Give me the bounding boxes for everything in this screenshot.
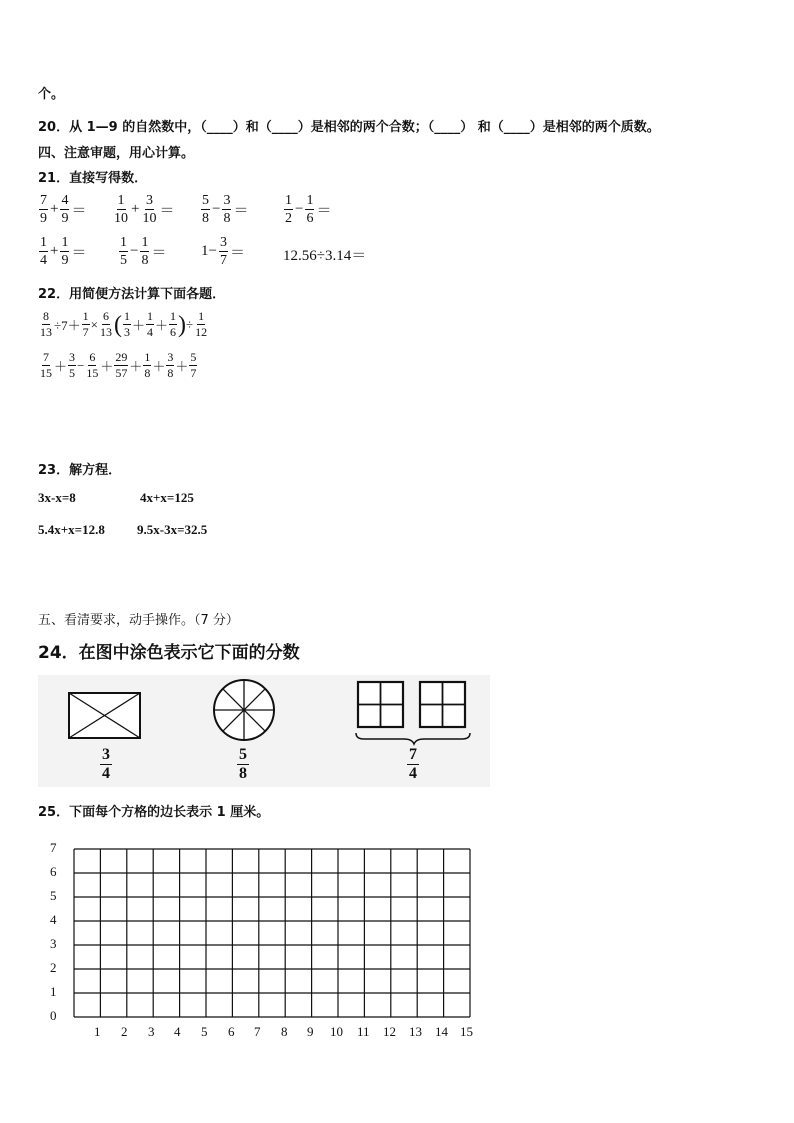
x-label: 13 [409,1024,422,1039]
fraction: $\frac{8}{13}$ [40,309,52,339]
continuation-text: 个。 [38,87,65,102]
fraction: $\frac{4}{9}$ [61,193,69,226]
fraction-label-rect: 3 4 [102,746,110,782]
square-shape-2[interactable] [420,682,465,727]
x-label: 14 [435,1024,448,1039]
q21-expr-4: $\frac{1}{2}$ − $\frac{1}{6}$ ＝ [285,193,332,226]
x-label: 1 [94,1024,101,1039]
section-4-heading: 四、注意审题，用心计算。 [38,146,195,161]
q21-expr-5: $\frac{1}{4}$ + $\frac{1}{9}$ ＝ [40,235,87,268]
x-label: 6 [228,1024,235,1039]
q20-text-c: ）是相邻的两个合数；（ [297,120,435,135]
question-21-title: 21．直接写得数． [38,171,148,186]
fraction: $\frac{6}{15}$ [86,350,99,380]
fraction: $\frac{1}{5}$ [120,235,127,268]
fraction: $\frac{1}{12}$ [195,309,208,339]
question-22-title: 22．用简便方法计算下面各题． [38,287,226,302]
fraction-label-circle: 5 8 [239,746,247,782]
equation-2: 4x+x=125 [140,490,194,505]
x-label: 7 [254,1024,261,1039]
square-shape-1[interactable] [358,682,403,727]
section-5-heading: 五、看清要求，动手操作。（7 分） [38,613,239,628]
equation-1: 3x-x=8 [38,490,76,505]
fraction: $\frac{3}{8}$ [167,350,174,380]
equation-3: 5.4x+x=12.8 [38,522,105,537]
y-label: 1 [50,984,57,999]
y-label: 7 [50,840,57,855]
fraction: $\frac{1}{9}$ [61,235,69,268]
y-label: 4 [50,912,57,927]
question-25-title: 25．下面每个方格的边长表示 1 厘米。 [38,805,270,820]
x-label: 11 [357,1024,370,1039]
x-label: 15 [460,1024,473,1039]
fraction: $\frac{5}{7}$ [190,350,197,380]
circle-shape[interactable] [214,680,274,740]
fraction: $\frac{1}{6}$ [170,309,177,339]
fraction: $\frac{29}{57}$ [115,350,128,380]
question-20 [38,116,660,135]
answer-blank-3[interactable]: ____ [434,120,461,135]
y-label: 0 [50,1008,57,1023]
q21-expr-8: 12.56÷3.14＝ [283,248,367,264]
x-label: 4 [174,1024,181,1039]
fraction: $\frac{3}{8}$ [223,193,231,226]
x-label: 3 [148,1024,155,1039]
x-label: 5 [201,1024,208,1039]
brace [356,733,470,744]
fraction: $\frac{1}{8}$ [144,350,151,380]
q21-expr-3: $\frac{5}{8}$ − $\frac{3}{8}$ ＝ [202,193,249,226]
answer-blank-1[interactable]: ____ [206,120,233,135]
q21-expr-7: 1− $\frac{3}{7}$ ＝ [201,235,245,268]
coordinate-grid[interactable] [70,845,475,1020]
y-label: 6 [50,864,57,879]
q20-text-d: ） 和（ [460,120,504,135]
fraction: $\frac{5}{8}$ [202,193,209,226]
fraction: $\frac{3}{7}$ [219,235,227,268]
q21-expr-1: $\frac{7}{9}$ + $\frac{4}{9}$ ＝ [40,193,87,226]
x-label: 9 [307,1024,314,1039]
x-label: 2 [121,1024,128,1039]
fraction: $\frac{1}{4}$ [147,309,153,339]
q22-expr-1: $\frac{8}{13}$ ÷7＋ $\frac{1}{7}$ × $\frac{6}{13}$ ( $\frac{1}{3}$ ＋ $\frac{1}{4}$ ＋ $\frac{1}{6}$ ) ÷ $\frac{1}{12}$ [40,309,208,339]
fraction: $\frac{3}{10}$ [142,193,157,226]
fraction: $\frac{1}{10}$ [114,193,128,226]
q20-text-b: ）和（ [232,120,272,135]
q21-expr-2: $\frac{1}{10}$ + $\frac{3}{10}$ ＝ [114,193,175,226]
q20-text-a: 20．从 1—9 的自然数中，（ [38,120,207,135]
fraction: $\frac{1}{8}$ [141,235,149,268]
fraction-label-squares: 7 4 [409,746,417,782]
x-label: 8 [281,1024,288,1039]
fraction: $\frac{3}{5}$ [69,350,76,380]
fraction: $\frac{7}{9}$ [40,193,47,226]
answer-blank-4[interactable]: ____ [503,120,530,135]
fraction: $\frac{1}{7}$ [82,309,89,339]
fraction: $\frac{1}{2}$ [285,193,292,226]
y-label: 2 [50,960,57,975]
rectangle-shape[interactable] [69,693,140,738]
y-label: 3 [50,936,57,951]
question-24-title: 24．在图中涂色表示它下面的分数 [38,643,300,663]
fraction: $\frac{7}{15}$ [40,350,52,380]
fraction: $\frac{6}{13}$ [99,309,112,339]
fraction: $\frac{1}{4}$ [40,235,47,268]
shapes-panel [38,675,490,787]
answer-blank-2[interactable]: ____ [271,120,298,135]
y-label: 5 [50,888,57,903]
fraction: $\frac{1}{6}$ [306,193,314,226]
q20-text-e: ）是相邻的两个质数。 [529,120,660,135]
equation-4: 9.5x-3x=32.5 [137,522,208,537]
q22-expr-2: $\frac{7}{15}$ ＋ $\frac{3}{5}$ − $\frac{6}{15}$ ＋ $\frac{29}{57}$ ＋ $\frac{1}{8}$ ＋ $\frac{3}{8}$ ＋ $\frac{5}{7}$ [40,350,197,380]
question-23-title: 23．解方程． [38,463,122,478]
x-label: 10 [330,1024,343,1039]
fraction: $\frac{1}{3}$ [123,309,130,339]
q21-expr-6: $\frac{1}{5}$ − $\frac{1}{8}$ ＝ [120,235,167,268]
x-label: 12 [383,1024,396,1039]
